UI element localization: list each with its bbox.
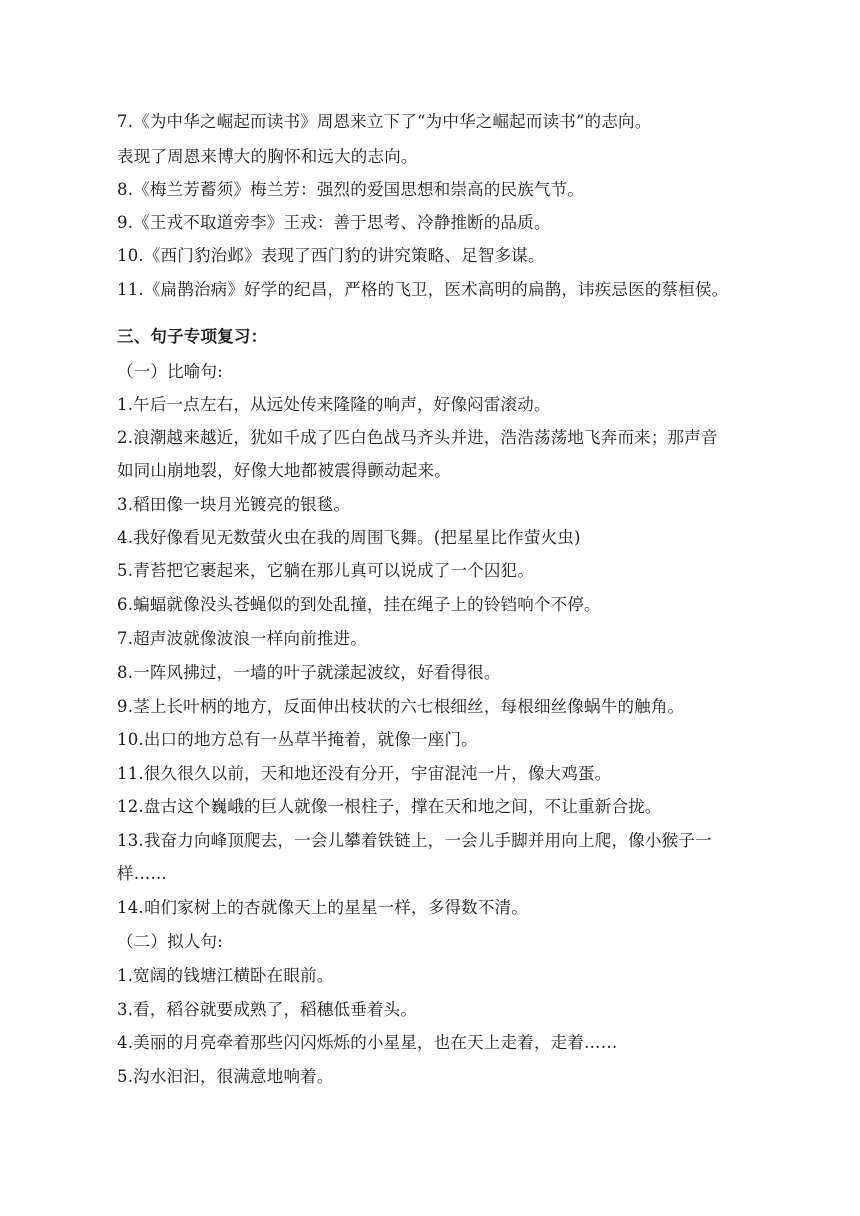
text-line: 4.美丽的月亮牵着那些闪闪烁烁的小星星，也在天上走着，走着……: [117, 1033, 618, 1052]
text-line: 样……: [117, 864, 168, 883]
text-line: 6.蝙蝠就像没头苍蝇似的到处乱撞，挂在绳子上的铃铛响个不停。: [117, 595, 601, 614]
text-line: 表现了周恩来博大的胸怀和远大的志向。: [117, 147, 418, 166]
text-line: 4.我好像看见无数萤火虫在我的周围飞舞。(把星星比作萤火虫): [117, 528, 581, 547]
text-line: 1.宽阔的钱塘江横卧在眼前。: [117, 966, 334, 985]
section-heading: 三、句子专项复习：: [117, 327, 268, 346]
text-line: 8.一阵风拂过，一墙的叶子就漾起波纹，好看得很。: [117, 663, 501, 682]
text-line: 5.青苔把它裹起来，它躺在那儿真可以说成了一个囚犯。: [117, 561, 534, 580]
text-line: 11.很久很久以前，天和地还没有分开，宇宙混沌一片，像大鸡蛋。: [117, 764, 612, 783]
text-line: 10.出口的地方总有一丛草半掩着，就像一座门。: [117, 730, 478, 749]
subsection-heading-simile: （一）比喻句:: [117, 362, 223, 381]
text-line: 2.浪潮越来越近，犹如千成了匹白色战马齐头并进，浩浩荡荡地飞奔而来；那声音: [117, 428, 718, 447]
text-line: 9.茎上长叶柄的地方，反面伸出枝状的六七根细丝，每根细丝像蜗牛的触角。: [117, 697, 685, 716]
text-line: 11.《扁鹊治病》好学的纪昌，严格的飞卫，医术高明的扁鹊，讳疾忌医的蔡桓侯。: [117, 280, 729, 299]
text-line: 9.《王戎不取道旁李》王戎：善于思考、冷静推断的品质。: [117, 213, 551, 232]
text-line: 1.午后一点左右，从远处传来隆隆的响声，好像闷雷滚动。: [117, 395, 551, 414]
text-line: 7.超声波就像波浪一样向前推进。: [117, 629, 367, 648]
text-line: 3.稻田像一块月光镀亮的银毯。: [117, 495, 351, 514]
text-line: 13.我奋力向峰顶爬去，一会儿攀着铁链上，一会儿手脚并用向上爬，像小猴子一: [117, 831, 712, 850]
subsection-heading-personification: （二）拟人句:: [117, 932, 223, 951]
text-line: 12.盘古这个巍峨的巨人就像一根柱子，撑在天和地之间，不让重新合拢。: [117, 797, 662, 816]
text-line: 14.咱们家树上的杏就像天上的星星一样，多得数不清。: [117, 898, 528, 917]
text-line: 3.看，稻谷就要成熟了，稻穗低垂着头。: [117, 1000, 418, 1019]
text-line: 10.《西门豹治邺》表现了西门豹的讲究策略、足智多谋。: [117, 246, 545, 265]
text-line: 如同山崩地裂，好像大地都被震得颤动起来。: [117, 461, 451, 480]
text-line: 7.《为中华之崛起而读书》周恩来立下了“为中华之崛起而读书”的志向。: [117, 112, 652, 131]
text-line: 8.《梅兰芳蓄须》梅兰芳：强烈的爱国思想和崇高的民族气节。: [117, 180, 585, 199]
text-line: 5.沟水汩汩，很满意地响着。: [117, 1067, 334, 1086]
